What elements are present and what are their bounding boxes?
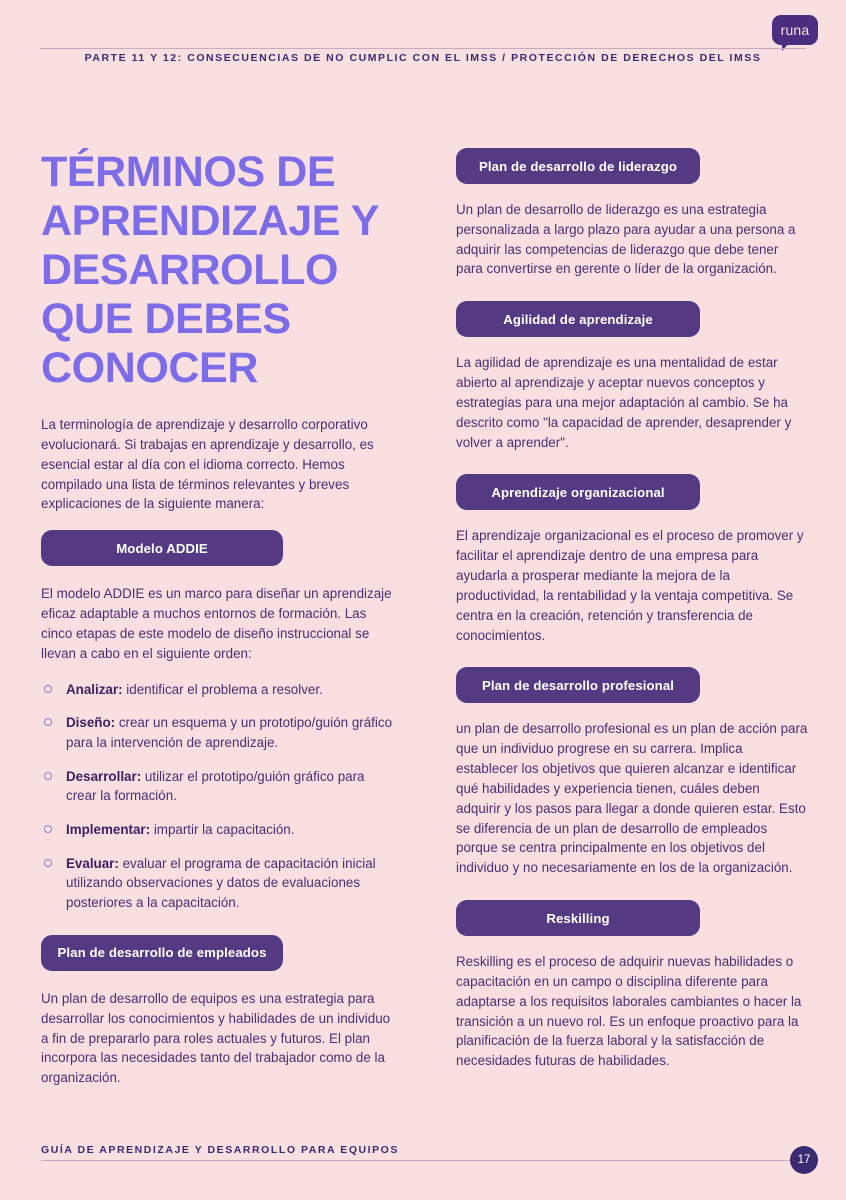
badge-reskilling: Reskilling: [456, 900, 700, 936]
step-term: Analizar:: [66, 681, 123, 697]
list-item: [41, 680, 393, 700]
footer-divider: [41, 1160, 805, 1161]
footer-guide-title: GUÍA DE APRENDIZAJE Y DESARROLLO PARA EQUIPOS: [41, 1144, 399, 1156]
badge-plan-desarrollo-liderazgo: Plan de desarrollo de liderazgo: [456, 148, 700, 184]
badge-agilidad-aprendizaje: Agilidad de aprendizaje: [456, 301, 700, 337]
left-column: [41, 148, 393, 1104]
step-text: impartir la capacitación.: [150, 822, 295, 838]
badge-plan-desarrollo-profesional: Plan de desarrollo profesional: [456, 667, 700, 703]
list-item: [41, 820, 393, 840]
step-text: crear un esquema y un prototipo/guión gráfico para la intervención de aprendizaje.: [66, 715, 393, 750]
step-text: evaluar el programa de capacitación inicial utilizando observaciones y datos de evaluaciones posteriores a la capacitación.: [66, 855, 376, 911]
header-divider: [40, 48, 806, 49]
list-item: [41, 854, 393, 913]
badge-aprendizaje-organizacional: Aprendizaje organizacional: [456, 474, 700, 510]
bullet-circle-icon: [44, 859, 52, 867]
addie-steps-list: [41, 680, 393, 913]
step-text: utilizar el prototipo/guión gráfico para crear la formación.: [66, 768, 365, 804]
bullet-circle-icon: [44, 685, 52, 693]
header-section-title: PARTE 11 Y 12: CONSECUENCIAS DE NO CUMPLIC CON EL IMSS / PROTECCIÓN DE DERECHOS DEL IMSS: [84, 52, 762, 64]
intro-paragraph: La terminología de aprendizaje y desarrollo corporativo evolucionará. Si trabajas en aprendizaje y desarrollo, es esencial estar al día con el idioma correcto. Hemos compilado una lista de términos relevantes y breves explicaciones de la siguiente manera:: [41, 417, 374, 512]
leadership-plan-paragraph: Un plan de desarrollo de liderazgo es una estrategia personalizada a largo plazo para ayudar a una persona a adquirir las competencias de liderazgo que debe tener para convertirse en gerente o líder de la organización.: [456, 202, 796, 277]
badge-modelo-addie: Modelo ADDIE: [41, 530, 283, 566]
right-column: [456, 148, 808, 1081]
professional-plan-paragraph: un plan de desarrollo profesional es un plan de acción para que un individuo progrese en su carrera. Implica establecer los objetivos que quieren alcanzar e identificar qué habilidades y experiencia tienen, cuáles deben adquirir y los pasos para llegar a donde quieren estar. Esto se diferencia de un plan de desarrollo de empleados porque se centra principalmente en los objetivos del individuo y no necesariamente en los de la organización.: [456, 721, 808, 876]
addie-intro-paragraph: El modelo ADDIE es un marco para diseñar un aprendizaje eficaz adaptable a muchos entornos de formación. Las cinco etapas de este modelo de diseño instruccional se llevan a cabo en el siguiente orden:: [41, 586, 392, 661]
step-term: Implementar:: [66, 822, 151, 838]
step-term: Evaluar:: [66, 855, 119, 871]
step-term: Diseño:: [66, 715, 116, 731]
page-number-badge: 17: [790, 1146, 818, 1174]
step-text: identificar el problema a resolver.: [122, 681, 323, 697]
reskilling-paragraph: Reskilling es el proceso de adquirir nuevas habilidades o capacitación en un campo o disciplina diferente para adaptarse a los requisitos laborales cambiantes o hacer la transición a un nuevo rol. Es un enfoque proactivo para la planificación de la fuerza laboral y la satisfacción de necesidades futuras de habilidades.: [456, 954, 802, 1069]
step-term: Desarrollar:: [66, 768, 142, 784]
list-item: [41, 767, 393, 806]
runa-logo-text: runa: [780, 22, 810, 38]
list-item: [41, 713, 393, 752]
bullet-circle-icon: [44, 825, 52, 833]
page-title: TÉRMINOS DE APRENDIZAJE Y DESARROLLO QUE DEBES CONOCER: [41, 148, 379, 393]
runa-logo: [772, 15, 818, 45]
badge-plan-desarrollo-empleados: Plan de desarrollo de empleados: [41, 935, 283, 971]
organizational-learning-paragraph: El aprendizaje organizacional es el proceso de promover y facilitar el aprendizaje dentro de una empresa para ayudarla a prosperar mediante la mejora de la productividad, la rentabilidad y la ventaja competitiva. Se centra en la creación, retención y transferencia de conocimientos.: [456, 528, 804, 643]
bullet-circle-icon: [44, 772, 52, 780]
learning-agility-paragraph: La agilidad de aprendizaje es una mentalidad de estar abierto al aprendizaje y aceptar nuevos conceptos y estrategias para una mejor adaptación al cambio. Se ha descrito como "la capacidad de aprender, desaprender y volver a aprender".: [456, 355, 792, 450]
bullet-circle-icon: [44, 718, 52, 726]
employee-plan-paragraph: Un plan de desarrollo de equipos es una estrategia para desarrollar los conocimientos y habilidades de un individuo a fin de prepararlo para roles actuales y futuros. El plan incorpora las necesidades tanto del trabajador como de la organización.: [41, 990, 391, 1086]
